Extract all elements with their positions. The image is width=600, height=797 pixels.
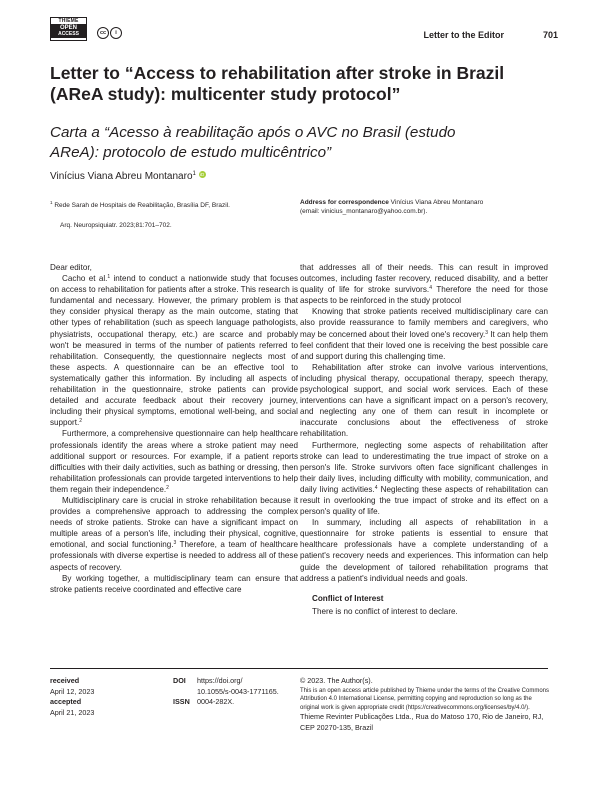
copyright: © 2023. The Author(s).	[300, 676, 373, 685]
publisher-address: Thieme Revinter Publicações Ltda., Rua do Matoso 170, Rio de Janeiro, RJ, CEP 20270-135, Brazil	[300, 712, 544, 732]
reference-4[interactable]: 4	[374, 484, 378, 491]
doi-line-2[interactable]: 10.1055/s-0043-1771165.	[197, 686, 279, 696]
reference-3[interactable]: 3	[485, 329, 488, 336]
issn-value: 0004-282X.	[197, 697, 235, 706]
article-title-portuguese: Carta a “Acesso à reabilitação após o AVC no Brasil (estudo AReA): protocolo de estudo multicêntrico”	[50, 124, 456, 161]
footer-divider	[50, 668, 548, 669]
footer-doi	[173, 676, 279, 708]
issn-label: ISSN	[173, 697, 190, 706]
accepted-label: accepted	[50, 697, 82, 706]
author-line	[50, 168, 206, 183]
footer-rights	[300, 676, 550, 733]
received-date: April 12, 2023	[50, 686, 95, 696]
reference-1[interactable]: 1	[107, 274, 111, 281]
correspondence-name: Vinícius Viana Abreu Montanaro	[390, 199, 484, 206]
affiliation-text: Rede Sarah de Hospitais de Reabilitação, Brasília DF, Brazil.	[54, 202, 230, 209]
body-column-right	[300, 262, 548, 617]
reference-2[interactable]: 2	[166, 484, 169, 491]
reference-3[interactable]: 3	[173, 540, 177, 547]
doi-label: DOI	[173, 676, 186, 685]
article-title-english: Letter to “Access to rehabilitation after stroke in Brazil (AReA study): multicenter study protocol”	[50, 63, 505, 104]
reference-4[interactable]: 4	[429, 285, 432, 292]
paragraph-5: Knowing that stroke patients received multidisciplinary care can also provide reassurance to family members and caregivers, who may be concerned about their loved one's recovery.$^3$ It can help them feel confident that their loved one is receiving the best possible care and support during this challenging time.	[300, 307, 548, 361]
paragraph-8: In summary, including all aspects of rehabilitation in a questionnaire for stroke patients is essential to ensure that healthcare professionals have a complete understanding of a patient's recovery needs and experiences. This information can help guide the development of tailored rehabilitation programs that address a patient's individual needs and goals.	[300, 518, 548, 583]
footer-dates	[50, 676, 94, 718]
received-label: received	[50, 676, 80, 685]
thieme-open-access-logo	[50, 17, 87, 41]
logo-access-text: ACCESS	[51, 31, 86, 38]
body-column-left	[50, 262, 298, 595]
paragraph-3: Multidisciplinary care is crucial in stroke rehabilitation because it provides a comprehensive approach to addressing the complex needs of stroke patients. Stroke can have a significant impact on multiple areas of a person's life, including their physical, cognitive, emotional, and social functioning.$^3$ Therefore, a team of healthcare professionals with diverse expertise is needed to address all of these aspects of recovery.	[50, 495, 298, 572]
correspondence	[300, 198, 540, 216]
logo-thieme-text: THIEME	[58, 18, 79, 24]
running-header: Letter to the Editor	[423, 30, 504, 40]
correspondence-label: Address for correspondence	[300, 199, 389, 206]
logo-open-text: OPEN	[51, 24, 86, 32]
author-name: Vinícius Viana Abreu Montanaro	[50, 171, 193, 182]
paragraph-4-continued: that addresses all of their needs. This can result in improved outcomes, including faster recovery, reduced disability, and a better quality of life for stroke survivors.$^4$ Therefore the need for those aspects to be reinforced in the study protocol	[300, 263, 548, 306]
creative-commons-icon: cc	[97, 27, 109, 39]
correspondence-email[interactable]: (email: vinicius_montanaro@yahoo.com.br).	[300, 208, 428, 215]
license-text: This is an open access article published by Thieme under the terms of the Creative Commons Attribution 4.0 International License, permitting copying and reproduction so long as the original work is given appropriate credit (https://creativecommons.org/licenses/by/4.0/).	[300, 687, 550, 711]
reference-2[interactable]: 2	[79, 418, 83, 425]
affiliation-sup: 1	[50, 200, 53, 205]
citation: Arq. Neuropsiquiatr. 2023;81:701–702.	[60, 222, 172, 229]
paragraph-6: Rehabilitation after stroke can involve various interventions, including physical therapy, occupational therapy, speech therapy, psychological support, and social work services. Each of these interventions can have a significant impact on a person's recovery, and neglecting any one of them can result in incomplete or inaccurate conclusions about the effectiveness of stroke rehabilitation.	[300, 362, 548, 439]
paragraph-4: By working together, a multidisciplinary team can ensure that stroke patients receive coordinated and effective care	[50, 573, 298, 594]
conflict-of-interest-text: There is no conflict of interest to declare.	[312, 606, 458, 616]
accepted-date: April 21, 2023	[50, 707, 95, 717]
author-affiliation-sup: 1	[192, 171, 196, 177]
paragraph-7: Furthermore, neglecting some aspects of rehabilitation after stroke can lead to underestimating the true impact of stroke on a person's life. Stroke survivors often face significant challenges in their daily lives, including difficulty with mobility, communication, and daily living activities.$^4$ Neglecting these aspects of rehabilitation can result in overlooking the true impact of stroke and its effect on a person's quality of life.	[300, 440, 549, 517]
affiliation	[50, 198, 290, 210]
conflict-of-interest-heading: Conflict of Interest	[312, 593, 384, 603]
page-number: 701	[543, 30, 559, 40]
orcid-icon[interactable]: iD	[200, 172, 205, 177]
doi-line-1[interactable]: https://doi.org/	[197, 676, 243, 685]
salutation: Dear editor,	[50, 263, 92, 272]
attribution-icon: i	[110, 27, 122, 39]
paragraph-1: Cacho et al.$^1$ intend to conduct a nationwide study that focuses on access to rehabilitation for patients after a stroke. This research is fundamental and necessary. However, the primary problem is that they consider physical therapy as the main outcome, stating that other types of rehabilitation (such as speech language pathologists, physiatrists, occupational therapy, etc.) are scarce and probably won't be measured in terms of the number of patients referred to rehabilitation. Consequently, the questionnaire neglects most of these aspects. A questionnaire can be an effective tool to systematically gather this information. By including all aspects of rehabilitation in the questionnaire, stroke patients can provide detailed and accurate feedback about their recovery journey, including their physical symptoms, emotional well-being, and social support.$^2$	[50, 274, 298, 428]
paragraph-2: Furthermore, a comprehensive questionnaire can help healthcare professionals identify the areas where a stroke patient may need additional support or resources. For example, if a patient reports difficulties with their daily activities, such as bathing or dressing, then rehabilitation professionals can provide targeted interventions to help them regain their independence.$^2$	[50, 429, 298, 494]
